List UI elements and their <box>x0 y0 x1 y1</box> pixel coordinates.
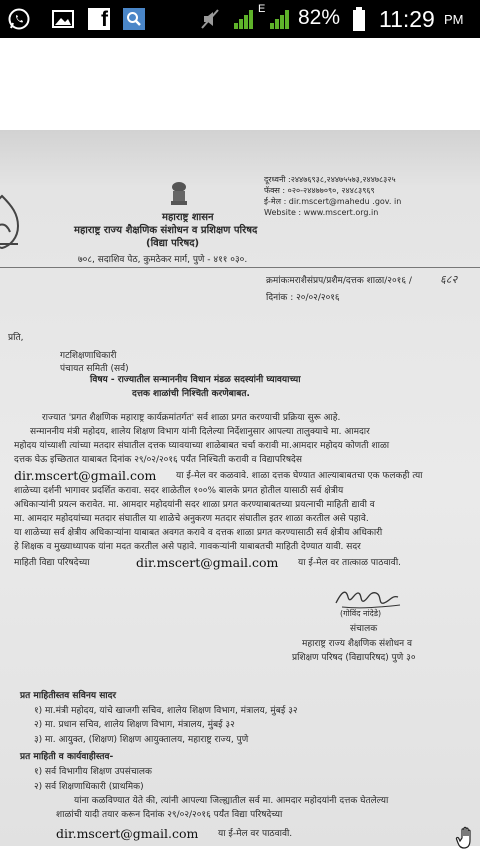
signal-icon-2 <box>268 7 292 31</box>
body-line: माहिती विद्या परिषदेच्या <box>14 558 90 568</box>
signature-name: (गोविंद नांदेडे) <box>340 609 382 618</box>
body-line: महोदय यांच्याशी त्यांच्या मतदार संघातील दत्तक घ्यावयाच्या शाळेबाबत चर्चा करावी मा.आमदार महोदय कोणती शाळा <box>14 441 390 451</box>
addressee-line-1: गटशिक्षणाधिकारी <box>60 351 117 361</box>
battery-icon <box>350 7 368 31</box>
national-emblem-icon <box>168 180 190 208</box>
signatory-org-1: महाराष्ट्र राज्य शैक्षणिक संशोधन व <box>302 639 412 649</box>
action-note-line: शाळांची यादी तयार करून दिनांक २९/०२/२०१६ पर्यंत विद्या परिषदेच्या <box>56 810 283 820</box>
body-line: या ई-मेल वर तात्काळ पाठवावी. <box>298 558 402 568</box>
copy-heading: प्रत माहितीस्तव सविनय सादर <box>20 691 117 701</box>
logo-emblem-left <box>0 192 26 252</box>
body-email: dir.mscert@gmail.com <box>14 468 157 483</box>
gallery-icon <box>50 7 76 31</box>
action-item: २) सर्व शिक्षणाधिकारी (प्राथमिक) <box>34 782 144 792</box>
body-line: मा. आमदार महोदयांच्या मतदार संघातील या शाळेचे अनुकरण मतदार संघातील इतर शाळा करतील असे पहावे. <box>14 514 369 524</box>
body-line: हे शिक्षक व मुख्याध्यापक यांना मदत करतील असे पहावे. गावकऱ्यांनी याबाबतची माहिती देण्यात यावी. सदर <box>14 542 361 552</box>
whatsapp-icon <box>6 7 32 31</box>
image-viewer[interactable] <box>0 38 480 854</box>
signatory-title: संचालक <box>350 624 378 634</box>
body-line: अधिकाऱ्यांनी प्रयत्न करावेत. मा. आमदार महोदयांनी सदर शाळा प्रगत करण्याबाबतच्या प्रयत्नाची माहिती द्यावी व <box>14 500 375 510</box>
body-line: या ई-मेल वर कळवावे. शाळा दत्तक घेण्यात आल्याबाबतचा एक फलकही त्या <box>176 471 423 481</box>
subject-line-1: विषय - राज्यातील सन्माननीय विधान मंडळ सदस्यांनी घ्यावयाच्या <box>90 375 301 385</box>
letterhead-website: Website : www.mscert.org.in <box>264 208 379 217</box>
closing-email: dir.mscert@gmail.com <box>56 826 199 841</box>
body-line: शाळेच्या दर्शनी भागावर प्रदर्शित करावा. सदर शाळेतील १००% बालके प्रगत होतील यासाठी सर्व क्षेत्रीय <box>14 486 344 496</box>
body-line: दत्तक घेऊ इच्छितात याबाबत दिनांक २९/०२/२०१६ पर्यंत निश्चिती करावी व विद्यापरिषदेस <box>14 455 302 465</box>
battery-percent: 82% <box>298 6 341 29</box>
addressee-line-2: पंचायत समिती (सर्व) <box>60 364 129 374</box>
signal-icon <box>232 7 256 31</box>
hand-pointer-icon <box>455 826 477 850</box>
facebook-icon: f <box>87 7 111 31</box>
letterhead-email: ई-मेल : dir.mscert@mahedu .gov. in <box>264 197 402 206</box>
reference-number: क्रमांकःमराशैसंप्रप/प्रशैम/दत्तक शाळा/२०१६ / <box>266 276 412 286</box>
scanned-letter[interactable] <box>0 130 480 846</box>
org-address: ७०८, सदाशिव पेठ, कुमठेकर मार्ग, पुणे - ४११ ०३०. <box>78 255 248 265</box>
letter-date: दिनांक : २०/०२/२०१६ <box>266 293 340 303</box>
network-type: E <box>258 3 266 15</box>
closing-tail: या ई-मेल वर पाठवावी. <box>218 829 293 839</box>
action-item: १) सर्व विभागीय शिक्षण उपसंचालक <box>34 767 152 777</box>
org-govt: महाराष्ट्र शासन <box>162 212 214 223</box>
body-line: राज्यात 'प्रगत शैक्षणिक महाराष्ट्र कार्यक्रमांतर्गत' सर्व शाळा प्रगत करण्याची प्रक्रिया सुरू आहे. <box>42 413 341 423</box>
org-sub: (विद्या परिषद) <box>146 238 200 249</box>
search-app-icon <box>122 7 146 31</box>
letterhead-phone: दूरध्वनी :२४४७६९३८,२४४७५५७३,२४४७८३२५ <box>264 175 396 184</box>
action-heading: प्रत माहिती व कार्यवाहीस्तव- <box>20 752 114 762</box>
org-name: महाराष्ट्र राज्य शैक्षणिक संशोधन व प्रशिक्षण परिषद <box>74 225 258 236</box>
copy-item: १) मा.मंत्री महोदय, यांचे खाजगी सचिव, शालेय शिक्षण विभाग, मंत्रालय, मुंबई ३२ <box>34 706 298 716</box>
header-divider <box>0 267 480 268</box>
body-line: या शाळेच्या सर्व क्षेत्रीय अधिकाऱ्यांना याबाबत अवगत करावे व दत्तक शाळा प्रगत करण्यासाठी सर्व क्षेत्रीय अधिकारी <box>14 528 383 538</box>
reference-handwritten: ६८२ <box>440 273 458 286</box>
mute-icon <box>198 7 222 31</box>
clock-time: 11:29 <box>379 6 435 32</box>
body-email: dir.mscert@gmail.com <box>136 555 279 570</box>
body-line: सन्माननीय मंत्री महोदय, शालेय शिक्षण विभाग यांनी दिलेल्या निर्देशानुसार आपल्या तालुक्याचे मा. आमदार <box>30 427 370 437</box>
subject-line-2: दत्तक शाळांची निश्चिती करणेबाबत. <box>132 389 250 399</box>
letterhead-fax: फॅक्स : ०२०-२४४७७०९०, २४४८३९६९ <box>264 186 375 195</box>
clock-ampm: PM <box>444 12 464 27</box>
addressee-salutation: प्रति, <box>8 333 24 343</box>
status-bar <box>0 0 480 38</box>
copy-item: ३) मा. आयुक्त, (शिक्षण) शिक्षण आयुक्तालय, महाराष्ट्र राज्य, पुणे <box>34 735 249 745</box>
action-note-line: यांना कळविण्यात येते की, त्यांनी आपल्या जिल्ह्यातील सर्व मा. आमदार महोदयांनी दत्तक घेतलेल्या <box>74 796 389 806</box>
copy-item: २) मा. प्रधान सचिव, शालेय शिक्षण विभाग, मंत्रालय, मुंबई ३२ <box>34 720 235 730</box>
signatory-org-2: प्रशिक्षण परिषद (विद्यापरिषद) पुणे ३० <box>292 653 416 663</box>
